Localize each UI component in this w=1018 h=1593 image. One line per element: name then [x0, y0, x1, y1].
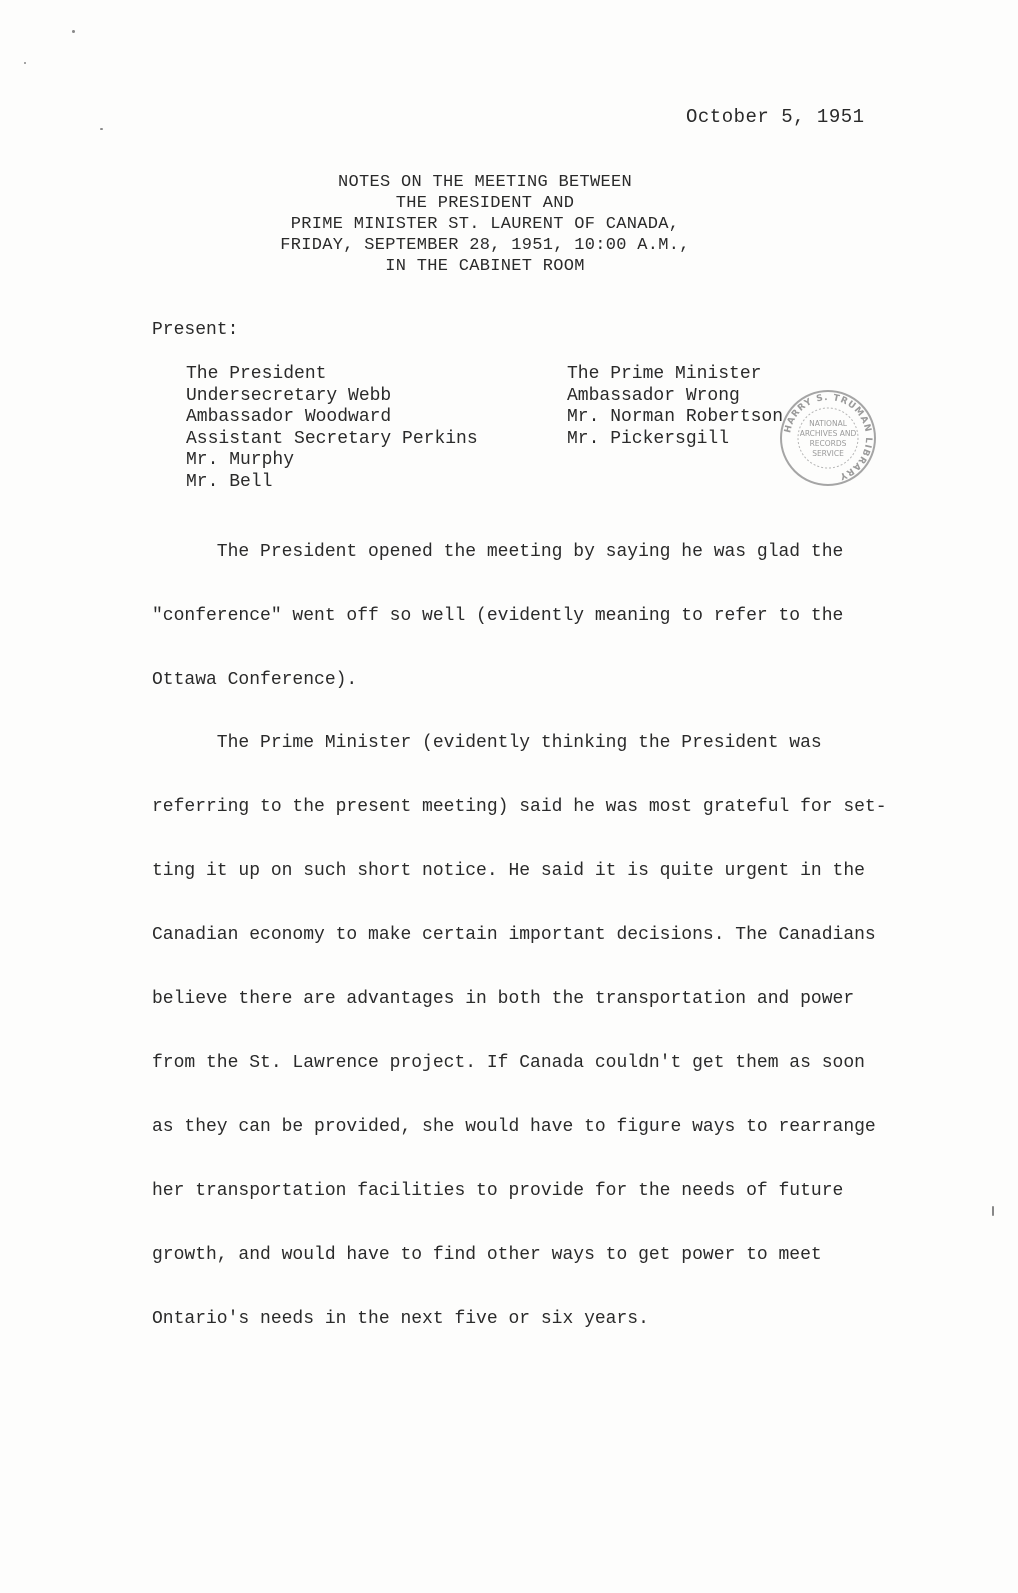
paragraph-line: her transportation facilities to provide for the needs of future: [152, 1181, 844, 1201]
document-date: October 5, 1951: [686, 106, 865, 128]
attendee: Mr. Murphy: [186, 450, 295, 470]
archives-stamp-icon: [778, 388, 878, 488]
document-heading: [240, 172, 730, 277]
paper-speck: [100, 128, 103, 130]
paragraph-line: from the St. Lawrence project. If Canada couldn't get them as soon: [152, 1053, 865, 1073]
paper-speck: [24, 62, 26, 64]
paragraph-line: Canadian economy to make certain important decisions. The Canadians: [152, 925, 876, 945]
stamp-line: ARCHIVES AND: [799, 429, 857, 438]
paragraph-line: "conference" went off so well (evidently meaning to refer to the: [152, 606, 844, 626]
attendee: Mr. Pickersgill: [567, 428, 730, 449]
paragraph-line: as they can be provided, she would have to figure ways to rearrange: [152, 1117, 876, 1137]
heading-line: FRIDAY, SEPTEMBER 28, 1951, 10:00 A.M.,: [280, 236, 690, 255]
present-label: Present:: [152, 320, 239, 340]
stamp-line: NATIONAL: [809, 419, 847, 428]
paragraph-line: referring to the present meeting) said he was most grateful for set-: [152, 797, 887, 817]
attendee: Mr. Norman Robertson: [567, 407, 784, 427]
paragraph-line: The Prime Minister (evidently thinking the President was: [152, 733, 822, 753]
paper-speck: [72, 30, 75, 33]
attendee: Undersecretary Webb: [186, 385, 392, 406]
paragraph-line: growth, and would have to find other ways to get power to meet: [152, 1245, 822, 1265]
attendees-canada-list: [567, 364, 783, 450]
stamp-line: SERVICE: [812, 449, 844, 458]
heading-line: THE PRESIDENT AND: [395, 194, 575, 213]
paragraph-line: Ottawa Conference).: [152, 670, 358, 690]
paragraph-opening: [152, 520, 843, 712]
stamp-ring-text: HARRY S. TRUMAN LIBRARY: [783, 392, 874, 482]
paper-speck: [992, 1206, 994, 1216]
attendee: Ambassador Woodward: [186, 407, 392, 427]
paragraph-line: ting it up on such short notice. He said it is quite urgent in the: [152, 861, 865, 881]
attendees-us-list: [186, 364, 478, 493]
attendee: Assistant Secretary Perkins: [186, 428, 478, 449]
heading-line: PRIME MINISTER ST. LAURENT OF CANADA,: [290, 215, 680, 234]
paragraph-prime-minister: [152, 711, 887, 1351]
attendee: Mr. Bell: [186, 471, 273, 492]
paragraph-line: The President opened the meeting by saying he was glad the: [152, 542, 844, 562]
paragraph-line: believe there are advantages in both the transportation and power: [152, 989, 855, 1009]
attendee: Ambassador Wrong: [567, 385, 740, 406]
heading-line: IN THE CABINET ROOM: [385, 257, 585, 276]
heading-line: NOTES ON THE MEETING BETWEEN: [337, 173, 633, 192]
stamp-line: RECORDS: [809, 439, 847, 448]
attendee: The President: [186, 364, 327, 384]
attendee: The Prime Minister: [567, 364, 762, 384]
paragraph-line: Ontario's needs in the next five or six years.: [152, 1309, 649, 1329]
